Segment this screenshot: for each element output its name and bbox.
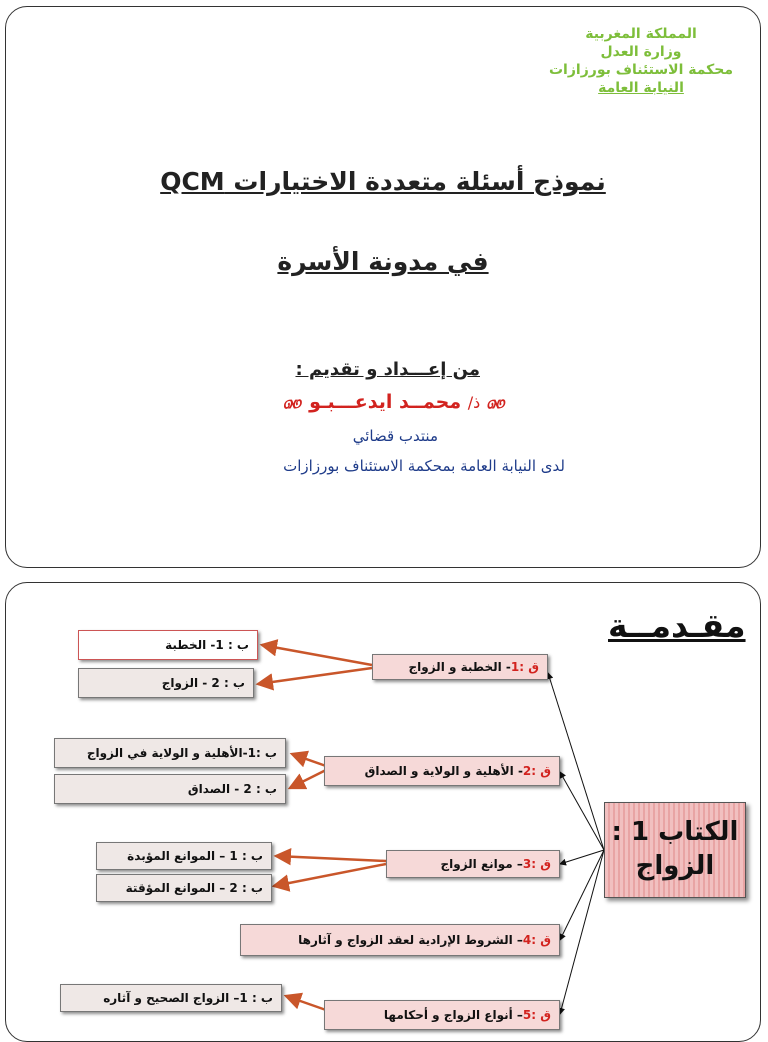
chapter-box-1-2: ب : 2 - الزواج: [78, 668, 254, 698]
chapter-box-2-1: ب :1-الأهلية و الولاية في الزواج: [54, 738, 286, 768]
section-2-to-chapter-1-arrow: [292, 754, 326, 766]
section-box-2: ق : 2 - الأهلية و الولاية و الصداق: [324, 756, 560, 786]
section-box-1: ق : 1 - الخطبة و الزواج: [372, 654, 548, 680]
section-3-to-chapter-2-arrow: [274, 864, 386, 886]
author-name: محمــد ايدعـــبـو: [309, 391, 462, 413]
book-number: الكتاب 1 :: [611, 817, 739, 847]
ornament-icon: 🙐: [283, 391, 303, 413]
book-title: الزواج: [635, 851, 715, 881]
sub-title: في مدونة الأسرة: [277, 247, 489, 276]
section-2-to-chapter-2-arrow: [290, 770, 326, 788]
header-kingdom: المملكة المغربية: [585, 26, 697, 42]
section-1-to-chapter-1-arrow: [262, 645, 372, 665]
chapter-box-5-1: ب : 1– الزواج الصحيح و آثاره: [60, 984, 282, 1012]
book-box: [604, 802, 746, 898]
section-3-to-chapter-1-arrow: [276, 856, 386, 861]
book-to-section-4-line: [560, 850, 604, 940]
header-ministry: وزارة العدل: [600, 44, 682, 60]
section-box-3: ق : 3 – موانع الزواج: [386, 850, 560, 878]
header-court: محكمة الاستئناف بورزازات: [548, 62, 734, 78]
section-1-to-chapter-2-arrow: [258, 668, 372, 684]
author-role: منتدب قضائي: [352, 427, 438, 445]
chapter-box-2-2: ب : 2 - الصداق: [54, 774, 286, 804]
prepared-by-label: من إعـــداد و تقديم :: [295, 359, 480, 380]
chapter-box-1-1: ب : 1- الخطبة: [78, 630, 258, 660]
section-box-4: ق : 4 – الشروط الإرادية لعقد الزواج و آثارها: [240, 924, 560, 956]
intro-title: مقـدمــة: [608, 606, 746, 645]
ornament-icon: 🙐: [486, 391, 506, 413]
book-to-section-5-line: [560, 850, 604, 1014]
header-prosecution: النيابة العامة: [598, 80, 684, 96]
section-box-5: ق : 5 – أنواع الزواج و أحكامها: [324, 1000, 560, 1030]
author-prefix: ذ/: [467, 393, 481, 412]
author-affiliation: لدى النيابة العامة بمحكمة الاستئناف بورزازات: [283, 457, 565, 475]
section-5-to-chapter-1-arrow: [286, 996, 326, 1010]
book-to-section-3-line: [560, 850, 604, 864]
main-title: نموذج أسئلة متعددة الاختيارات QCM: [160, 167, 606, 196]
chapter-box-3-2: ب : 2 – الموانع المؤقتة: [96, 874, 272, 902]
chapter-box-3-1: ب : 1 – الموانع المؤبدة: [96, 842, 272, 870]
book-to-section-2-line: [560, 772, 604, 850]
